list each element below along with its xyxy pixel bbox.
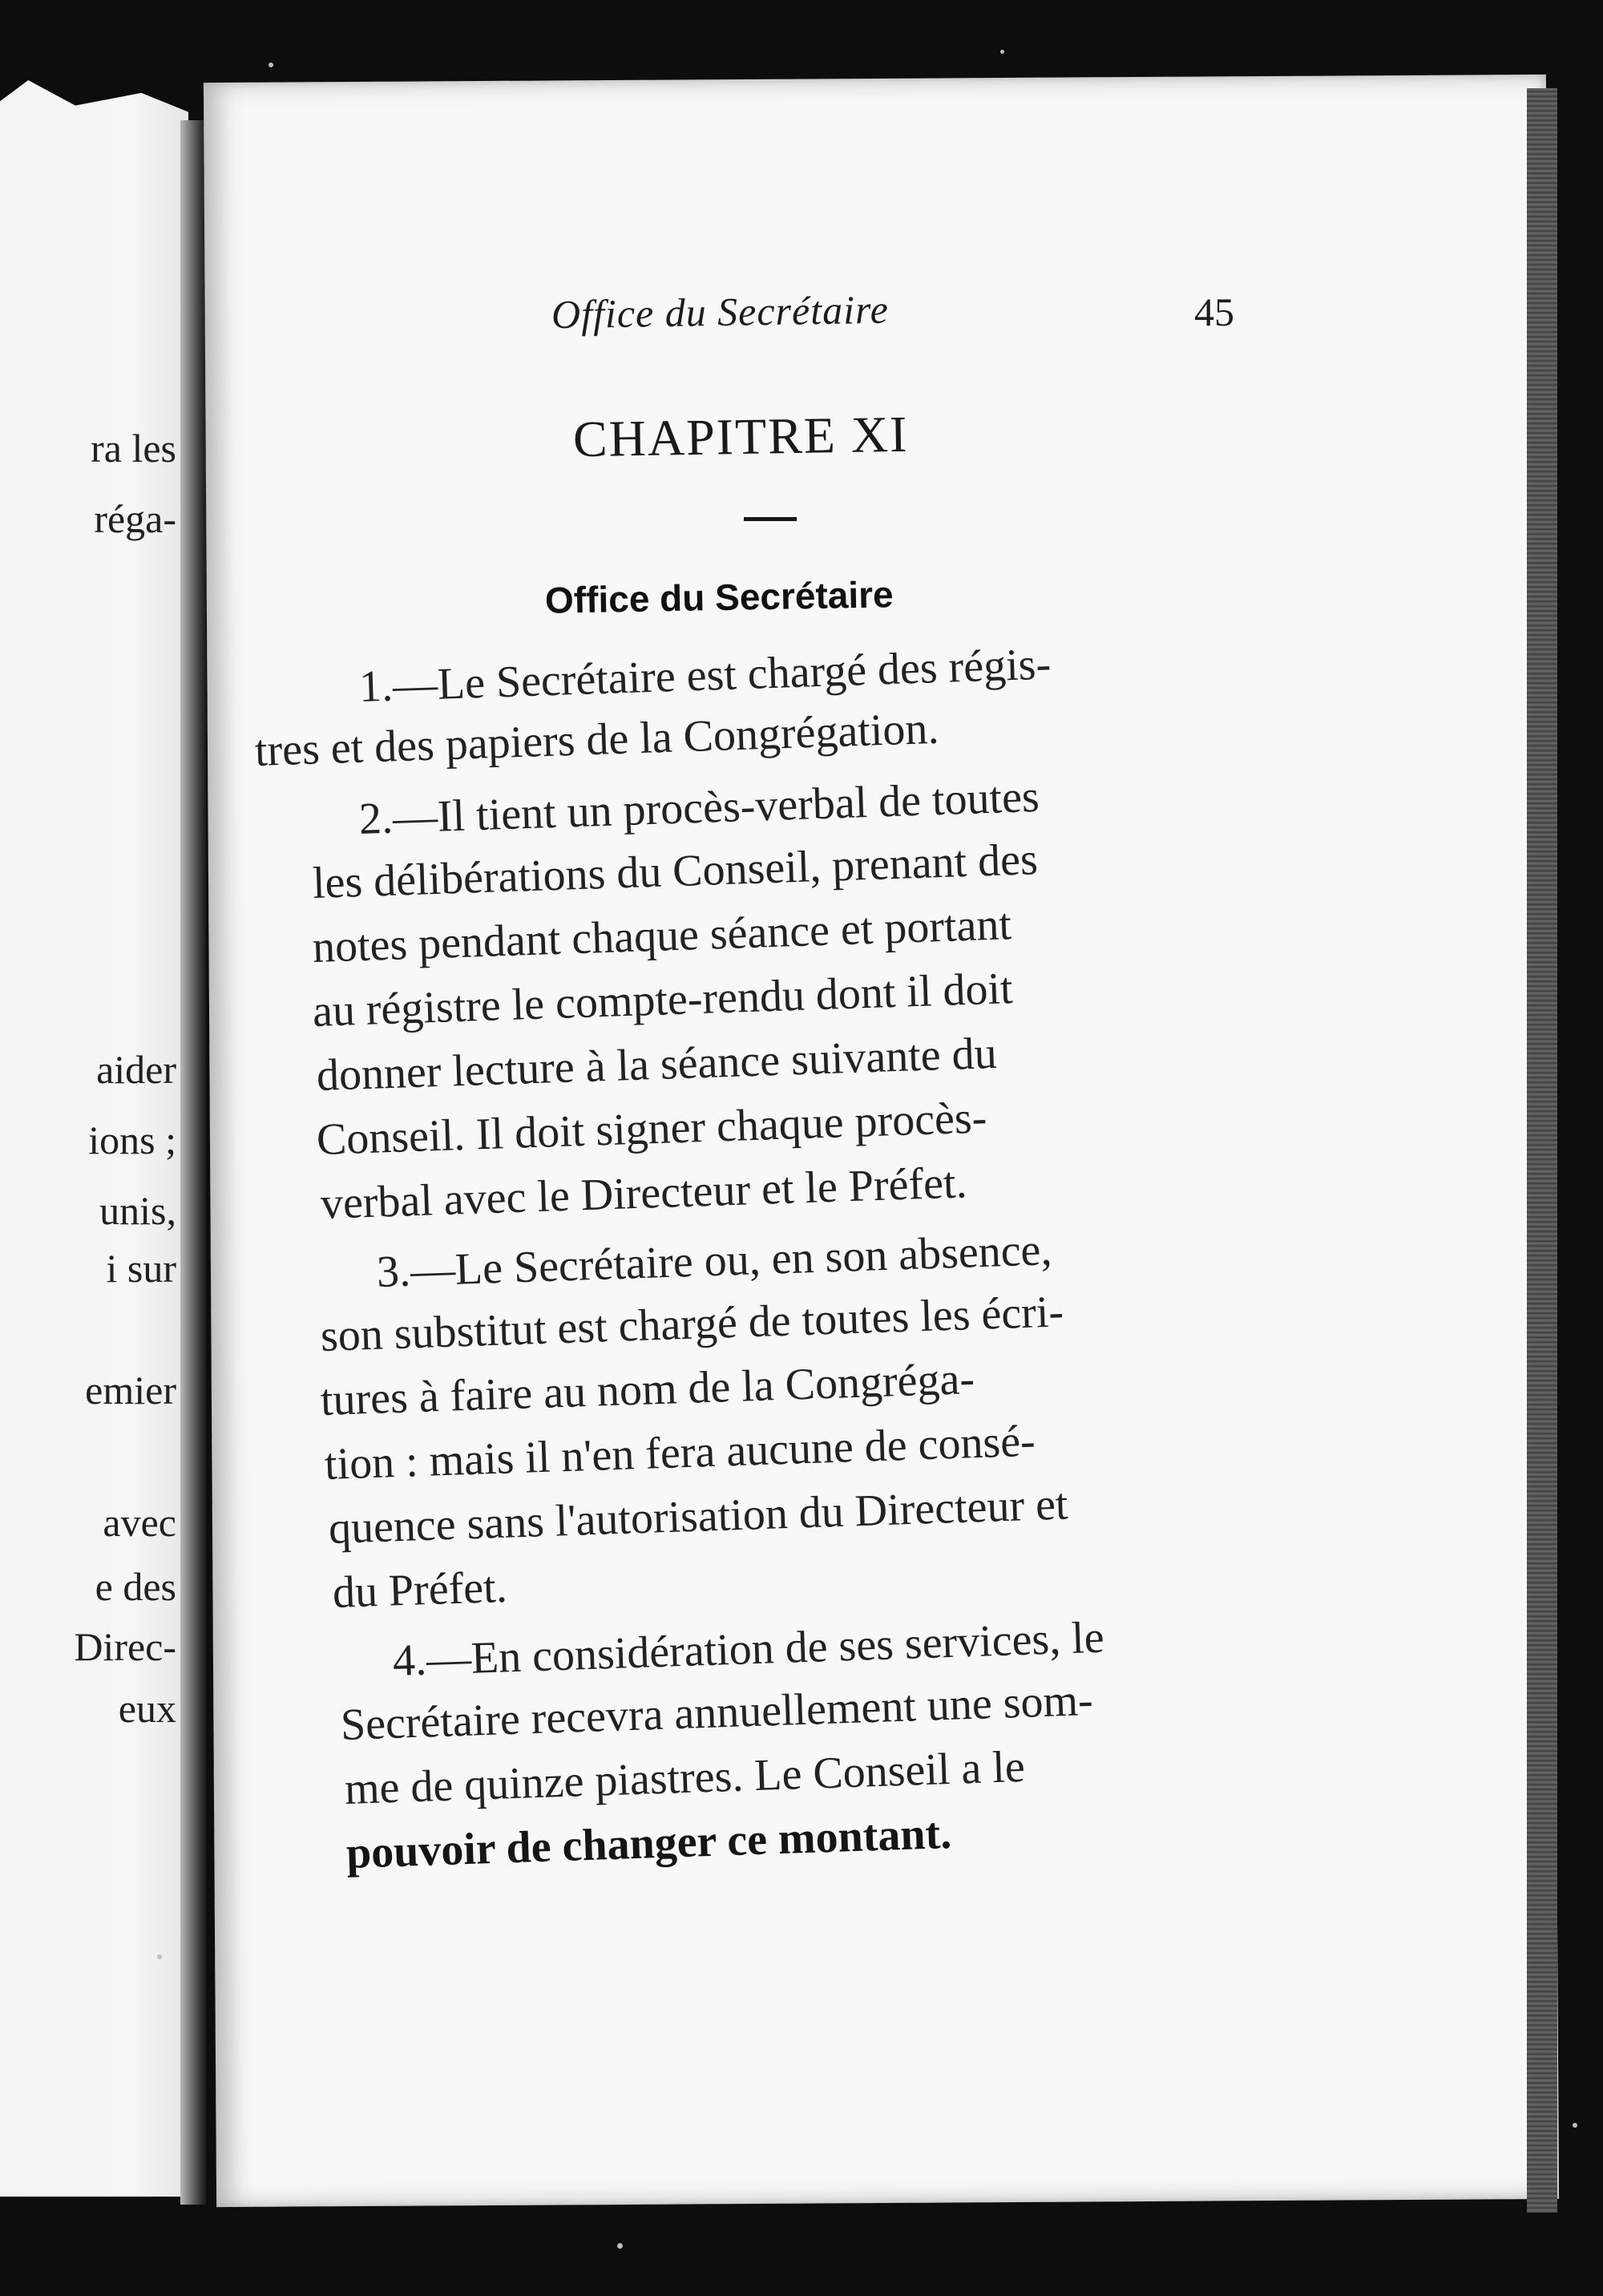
body-line: 2.—Il tient un procès-verbal de toutes xyxy=(357,771,1040,844)
body-line: les délibérations du Conseil, prenant des xyxy=(311,835,1039,908)
body-line: Conseil. Il doit signer chaque procès- xyxy=(315,1093,988,1165)
body-line: donner lecture à la séance suivante du xyxy=(315,1028,998,1101)
body-line: tion : mais il n'en fera aucune de consé- xyxy=(323,1416,1036,1490)
body-line: au régistre le compte-rendu dont il doit xyxy=(311,964,1014,1037)
body-line: tres et des papiers de la Congrégation. xyxy=(253,703,940,776)
chapter-title: CHAPITRE XI xyxy=(572,405,909,468)
dust-speck xyxy=(1000,50,1004,54)
left-page-line: ra les xyxy=(91,426,176,471)
left-page-line: aider xyxy=(96,1047,176,1092)
book-gutter xyxy=(180,120,206,2205)
left-page-line: emier xyxy=(85,1368,176,1413)
dust-speck xyxy=(617,2243,623,2249)
body-line: me de quinze piastres. Le Conseil a le xyxy=(343,1741,1026,1814)
left-page-line: réga- xyxy=(94,496,176,541)
title-divider xyxy=(744,517,797,521)
body-line: notes pendant chaque séance et portant xyxy=(311,899,1012,972)
body-line: 4.—En considération de ses services, le xyxy=(391,1612,1105,1686)
page-number: 45 xyxy=(1194,289,1234,334)
body-line: du Préfet. xyxy=(331,1562,508,1618)
body-line: son substitut est chargé de toutes les écri- xyxy=(319,1287,1064,1361)
dust-speck xyxy=(269,63,273,67)
left-page-line: eux xyxy=(118,1686,176,1731)
body-line: 3.—Le Secrétaire ou, en son absence, xyxy=(375,1225,1053,1297)
running-head: Office du Secrétaire xyxy=(551,286,890,338)
left-page-line: Direc- xyxy=(74,1624,176,1669)
body-line: tures à faire au nom de la Congréga- xyxy=(319,1353,975,1425)
left-page-line: unis, xyxy=(99,1188,176,1233)
page-edge-stack xyxy=(1527,88,1557,2213)
left-page-line: ions ; xyxy=(88,1118,176,1162)
dust-speck xyxy=(157,1954,162,1959)
left-page-line: avec xyxy=(103,1500,176,1545)
section-heading: Office du Secrétaire xyxy=(544,573,894,621)
body-line: verbal avec le Directeur et le Préfet. xyxy=(319,1158,968,1229)
body-line: 1.—Le Secrétaire est chargé des régis- xyxy=(357,639,1052,712)
body-line: quence sans l'autorisation du Directeur et xyxy=(327,1479,1069,1554)
left-page-line: i sur xyxy=(106,1246,176,1291)
body-line: pouvoir de changer ce montant. xyxy=(345,1808,953,1878)
left-page-line: e des xyxy=(95,1564,176,1609)
body-line: Secrétaire recevra annuellement une som- xyxy=(339,1675,1094,1750)
dust-speck xyxy=(1573,2123,1577,2128)
